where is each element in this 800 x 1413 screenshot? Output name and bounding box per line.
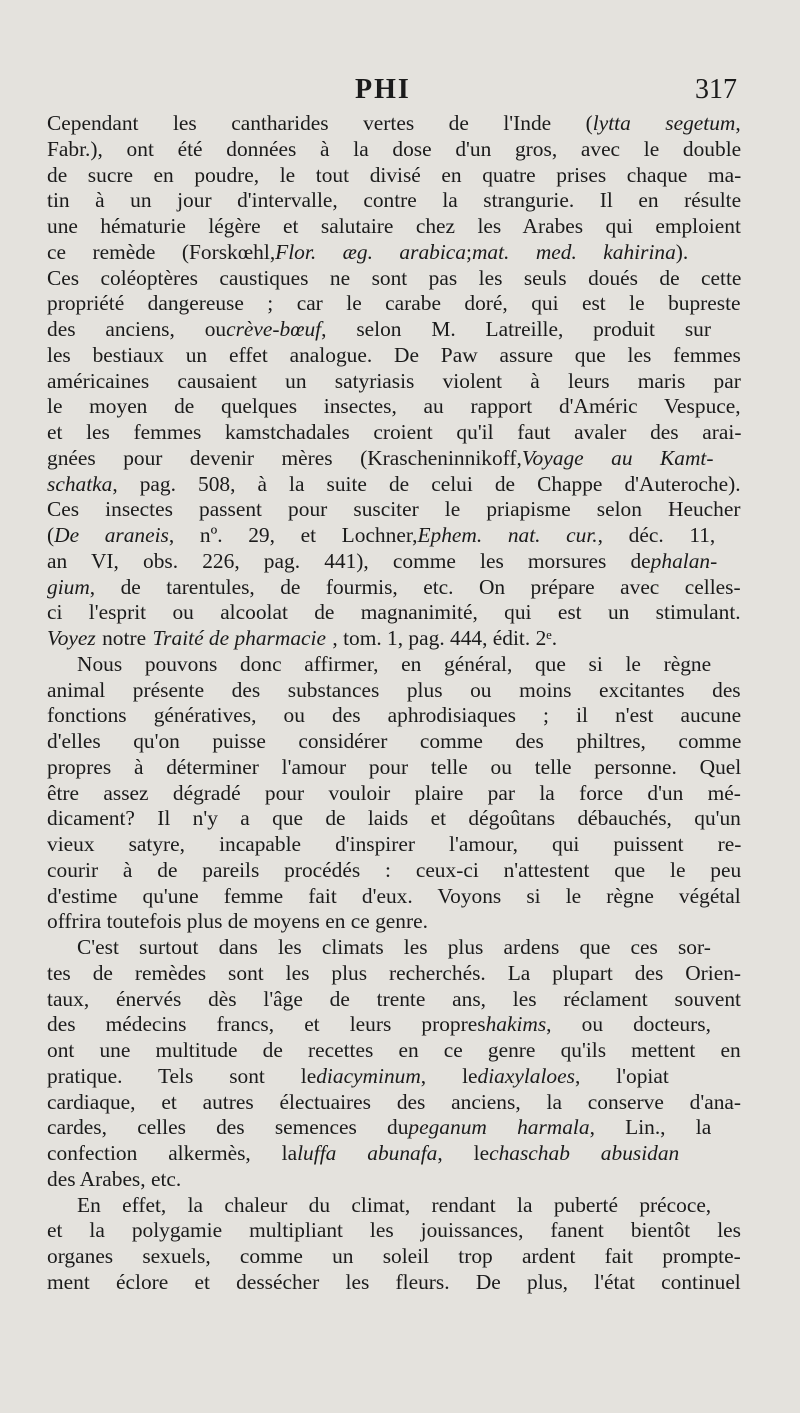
- text-line: [47, 163, 741, 189]
- text-line: [47, 987, 741, 1013]
- text-segment: courir à de pareils procédés : ceux-ci n'attestent que le peu: [47, 857, 742, 882]
- text-segment: offrira toutefois plus de moyens en ce genre.: [47, 909, 428, 934]
- page-header: [47, 74, 737, 114]
- text-segment: cardiaque, et autres électuaires des anciens, la conserve d'ana-: [47, 1089, 742, 1114]
- text-segment: C'est surtout dans les climats les plus ardens que ces sor-: [77, 935, 711, 959]
- text-line: [47, 1064, 741, 1090]
- text-segment: ).: [675, 239, 689, 264]
- text-segment: de sucre en poudre, le tout divisé en quatre prises chaque ma-: [47, 162, 742, 187]
- italic-text: peganum harmala: [408, 1115, 590, 1140]
- text-segment: , pag. 508, à la suite de celui de Chappe d'Auteroche).: [112, 471, 741, 496]
- text-segment: et les femmes kamstchadales croient qu'il faut avaler des arai-: [47, 420, 742, 444]
- text-line: [47, 832, 741, 858]
- text-segment: , le: [420, 1063, 478, 1088]
- text-line: [47, 600, 741, 626]
- italic-text: Voyez: [47, 626, 96, 650]
- text-segment: ont une multitude de recettes en ce genre qu'ils mettent en: [47, 1038, 741, 1062]
- text-line: [47, 1167, 741, 1193]
- text-line: [47, 1038, 741, 1064]
- text-segment: , de tarentules, de fourmis, etc. On prépare avec celles-: [89, 574, 741, 599]
- text-segment: Ces coléoptères caustiques ne sont pas les seuls doués de cette: [47, 265, 742, 290]
- text-segment: une hématurie légère et salutaire chez les Arabes qui emploient: [47, 214, 741, 238]
- text-line: [47, 1193, 741, 1219]
- italic-text: diaxylaloes: [477, 1063, 575, 1088]
- text-line: [47, 472, 741, 498]
- text-line: [47, 266, 741, 292]
- text-line: [47, 781, 741, 807]
- italic-text: schatka: [47, 471, 113, 496]
- text-segment: , selon M. Latreille, produit sur: [321, 317, 711, 341]
- text-line: [47, 1090, 741, 1116]
- text-segment: animal présente des substances plus ou moins excitantes des: [47, 677, 741, 702]
- text-segment: Cependant les cantharides vertes de l'Inde (: [47, 111, 593, 135]
- text-segment: gnées pour devenir mères (Krascheninnikoff,: [47, 445, 522, 470]
- text-segment: d'elles qu'on puisse considérer comme des philtres, comme: [47, 729, 742, 753]
- italic-text: luffa abunafa: [297, 1141, 438, 1165]
- text-line: [47, 935, 741, 961]
- italic-text: Ephem. nat. cur.: [417, 523, 598, 547]
- text-segment: américaines causaient un satyriasis violent à leurs maris par: [47, 368, 741, 393]
- text-segment: Ces insectes passent pour susciter le priapisme selon Heucher: [47, 497, 741, 522]
- text-segment: tes de remèdes sont les plus recherchés. La plupart des Orien-: [47, 960, 742, 985]
- text-line: [47, 369, 741, 395]
- text-segment: et la polygamie multipliant les jouissances, fanent bientôt les: [47, 1218, 741, 1243]
- text-segment: organes sexuels, comme un soleil trop ardent fait prompte-: [47, 1244, 741, 1268]
- text-segment: le moyen de quelques insectes, au rapport d'Améric Vespuce,: [47, 394, 741, 419]
- text-line: [47, 394, 741, 420]
- text-segment: , nº. 29, et Lochner,: [168, 523, 418, 547]
- text-line: [47, 111, 741, 137]
- text-line: [47, 1218, 741, 1244]
- text-line: [47, 729, 741, 755]
- text-segment: , déc. 11,: [597, 523, 716, 547]
- italic-text: phalan-: [650, 548, 718, 573]
- italic-text: Traité de pharmacie: [152, 626, 326, 650]
- text-line: [47, 678, 741, 704]
- text-segment: , tom. 1, pag. 444, édit. 2ᵉ.: [332, 626, 558, 650]
- text-segment: Fabr.), ont été données à la dose d'un gros, avec le double: [47, 136, 742, 161]
- italic-text: diacyminum: [316, 1063, 421, 1088]
- text-segment: confection alkermès, la: [47, 1141, 298, 1165]
- text-segment: an VI, obs. 226, pag. 441), comme les morsures de: [47, 548, 651, 573]
- text-segment: vieux satyre, incapable d'inspirer l'amour, qui puissent re-: [47, 832, 742, 856]
- text-line: [47, 961, 741, 987]
- text-segment: dicament? Il n'y a que de laids et dégoûtans débauchés, qu'un: [47, 806, 741, 831]
- text-segment: , Lin., la: [589, 1115, 712, 1140]
- text-line: [47, 317, 741, 343]
- text-segment: les bestiaux un effet analogue. De Paw assure que les femmes: [47, 342, 741, 367]
- text-segment: taux, énervés dès l'âge de trente ans, les réclament souvent: [47, 986, 741, 1011]
- text-segment: , l'opiat: [574, 1063, 669, 1088]
- text-line: [47, 214, 741, 240]
- italic-text: crève-bœuf: [226, 317, 322, 341]
- text-line: [47, 240, 741, 266]
- italic-text: Voyage au Kamt-: [521, 445, 714, 470]
- text-line: [47, 549, 741, 575]
- text-line: [47, 806, 741, 832]
- text-line: [47, 523, 741, 549]
- text-segment: propriété dangereuse ; car le carabe doré, qui est le bupreste: [47, 291, 741, 316]
- text-segment: (: [47, 523, 55, 547]
- text-line: [47, 343, 741, 369]
- text-segment: fonctions génératives, ou des aphrodisiaques ; il n'est aucune: [47, 703, 742, 728]
- text-segment: propres à déterminer l'amour pour telle ou telle personne. Quel: [47, 754, 742, 779]
- text-line: [47, 626, 741, 652]
- italic-text: mat. med. kahirina: [471, 239, 676, 264]
- text-segment: ;: [465, 239, 472, 264]
- body-text: [47, 111, 741, 1296]
- text-line: [47, 497, 741, 523]
- text-segment: ment éclore et dessécher les fleurs. De plus, l'état continuel: [47, 1269, 741, 1294]
- running-head: PHI: [355, 74, 411, 105]
- text-line: [47, 755, 741, 781]
- italic-text: gium: [47, 574, 90, 599]
- text-line: [47, 909, 741, 935]
- text-line: [47, 446, 741, 472]
- text-segment: des anciens, ou: [47, 317, 227, 341]
- text-segment: être assez dégradé pour vouloir plaire par la force d'un mé-: [47, 780, 741, 805]
- page-number: 317: [695, 74, 737, 105]
- text-line: [47, 137, 741, 163]
- text-segment: tin à un jour d'intervalle, contre la strangurie. Il en résulte: [47, 188, 742, 213]
- text-line: [47, 188, 741, 214]
- text-line: [47, 1270, 741, 1296]
- text-segment: , le: [437, 1141, 490, 1165]
- text-segment: ,: [735, 111, 741, 135]
- italic-text: hakims: [485, 1012, 547, 1037]
- text-segment: pratique. Tels sont le: [47, 1063, 317, 1088]
- italic-text: De araneis: [54, 523, 169, 547]
- text-line: [47, 1244, 741, 1270]
- text-segment: d'estime qu'une femme fait d'eux. Voyons si le règne végétal: [47, 883, 741, 908]
- text-segment: notre: [102, 626, 147, 650]
- italic-text: Flor. æg. arabica: [275, 239, 466, 264]
- text-segment: Nous pouvons donc affirmer, en général, que si le règne: [77, 651, 712, 676]
- text-line: [47, 1141, 741, 1167]
- text-line: [47, 858, 741, 884]
- italic-text: chaschab abusidan: [489, 1141, 680, 1165]
- text-segment: cardes, celles des semences du: [47, 1115, 409, 1140]
- text-line: [47, 420, 741, 446]
- text-line: [47, 1115, 741, 1141]
- text-segment: En effet, la chaleur du climat, rendant la puberté précoce,: [77, 1192, 712, 1217]
- text-segment: des Arabes, etc.: [47, 1166, 182, 1191]
- text-segment: ci l'esprit ou alcoolat de magnanimité, qui est un stimulant.: [47, 600, 741, 625]
- text-segment: ce remède (Forskœhl,: [47, 239, 276, 264]
- text-line: [47, 703, 741, 729]
- text-line: [47, 575, 741, 601]
- text-segment: des médecins francs, et leurs propres: [47, 1012, 486, 1037]
- text-segment: , ou docteurs,: [546, 1012, 711, 1037]
- text-line: [47, 884, 741, 910]
- italic-text: lytta segetum: [592, 111, 736, 135]
- text-line: [47, 1012, 741, 1038]
- text-line: [47, 652, 741, 678]
- text-line: [47, 291, 741, 317]
